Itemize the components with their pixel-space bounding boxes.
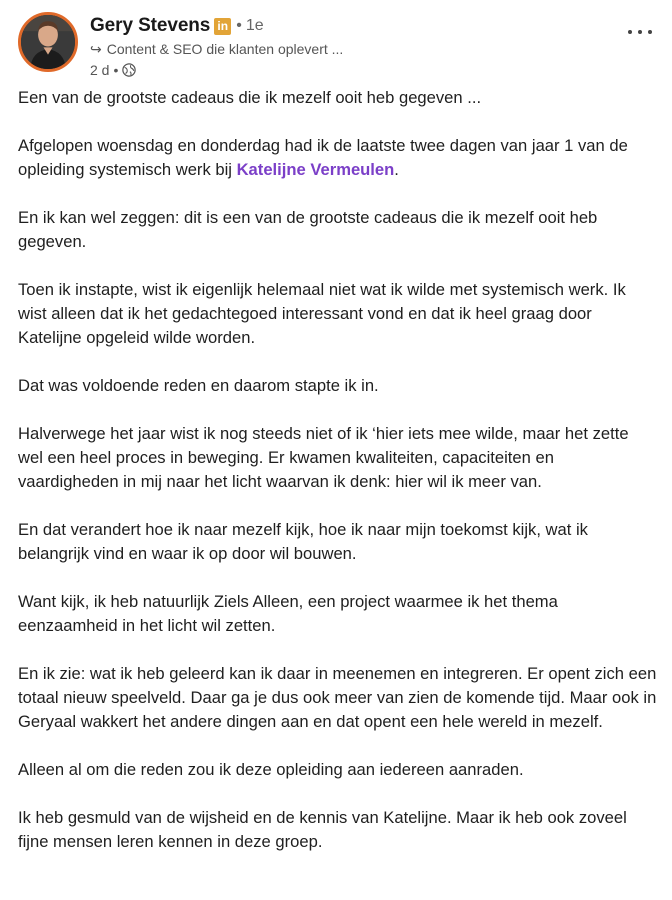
paragraph-text: Afgelopen woensdag en donderdag had ik de laatste twee dagen van jaar 1 van de opleiding systemisch werk bij: [18, 136, 628, 179]
connection-degree: 1e: [245, 17, 264, 34]
author-name-row: [90, 14, 343, 38]
avatar-portrait-icon: [21, 15, 75, 69]
post-paragraph: Want kijk, ik heb natuurlijk Ziels Alleen, een project waarmee ik het thema eenzaamheid in het licht wil zetten.: [18, 592, 558, 635]
post-meta: [90, 60, 343, 80]
post-paragraph: Ik heb gesmuld van de wijsheid en de kennis van Katelijne. Maar ik heb ook zoveel fijne mensen leren kennen in deze groep.: [18, 808, 627, 851]
post-paragraph: Dat was voldoende reden en daarom stapte ik in.: [18, 376, 379, 395]
more-dot: [638, 30, 642, 34]
avatar[interactable]: [18, 12, 78, 72]
share-arrow-icon: ↪: [90, 40, 102, 57]
post-paragraph: Toen ik instapte, wist ik eigenlijk helemaal niet wat ik wilde met systemisch werk. Ik wist alleen dat ik het gedachtegoed interessant vond en dat ik heel graag door Katelijne opgeleid wilde worden.: [18, 280, 626, 347]
post-paragraph: En dat verandert hoe ik naar mezelf kijk, hoe ik naar mijn toekomst kijk, wat ik belangrijk vind en waar ik op door wil bouwen.: [18, 520, 588, 563]
post-paragraph: Een van de grootste cadeaus die ik mezelf ooit heb gegeven ...: [18, 88, 482, 107]
post-paragraph: En ik kan wel zeggen: dit is een van de grootste cadeaus die ik mezelf ooit heb gegeven.: [18, 208, 598, 251]
mention-link[interactable]: Katelijne Vermeulen: [236, 160, 395, 179]
post-header: [18, 12, 672, 82]
more-options-icon[interactable]: [628, 22, 652, 42]
more-dot: [648, 30, 652, 34]
separator-dot: •: [236, 17, 242, 34]
more-dot: [628, 30, 632, 34]
author-headline: Content & SEO die klanten oplevert ...: [106, 41, 344, 57]
linkedin-badge-icon: in: [214, 18, 231, 35]
author-info: [90, 14, 343, 80]
paragraph-text: .: [394, 160, 399, 179]
post-paragraph: En ik zie: wat ik heb geleerd kan ik daar in meenemen en integreren. Er opent zich een totaal nieuw speelveld. Daar ga je dus ook meer van zien de komende tijd. Maar ook in Geryaal wakkert het andere dingen aan en dat opent een hele wereld in mezelf.: [18, 664, 657, 731]
post-paragraph: Alleen al om die reden zou ik deze opleiding aan iedereen aanraden.: [18, 760, 524, 779]
post-paragraph: Halverwege het jaar wist ik nog steeds niet of ik ‘hier iets mee wilde, maar het zette wel een heel proces in beweging. Er kwamen kwaliteiten, capaciteiten en vaardigheden in mij naar het licht waarvan ik denk: hier wil ik meer van.: [18, 424, 629, 491]
author-name[interactable]: Gery Stevens: [90, 15, 211, 36]
globe-icon: [122, 63, 136, 77]
post-paragraph: [18, 134, 658, 182]
post-time[interactable]: 2 d: [90, 62, 110, 78]
separator-dot: •: [113, 62, 119, 78]
post-body: [18, 86, 658, 878]
author-headline-row: [90, 39, 343, 59]
